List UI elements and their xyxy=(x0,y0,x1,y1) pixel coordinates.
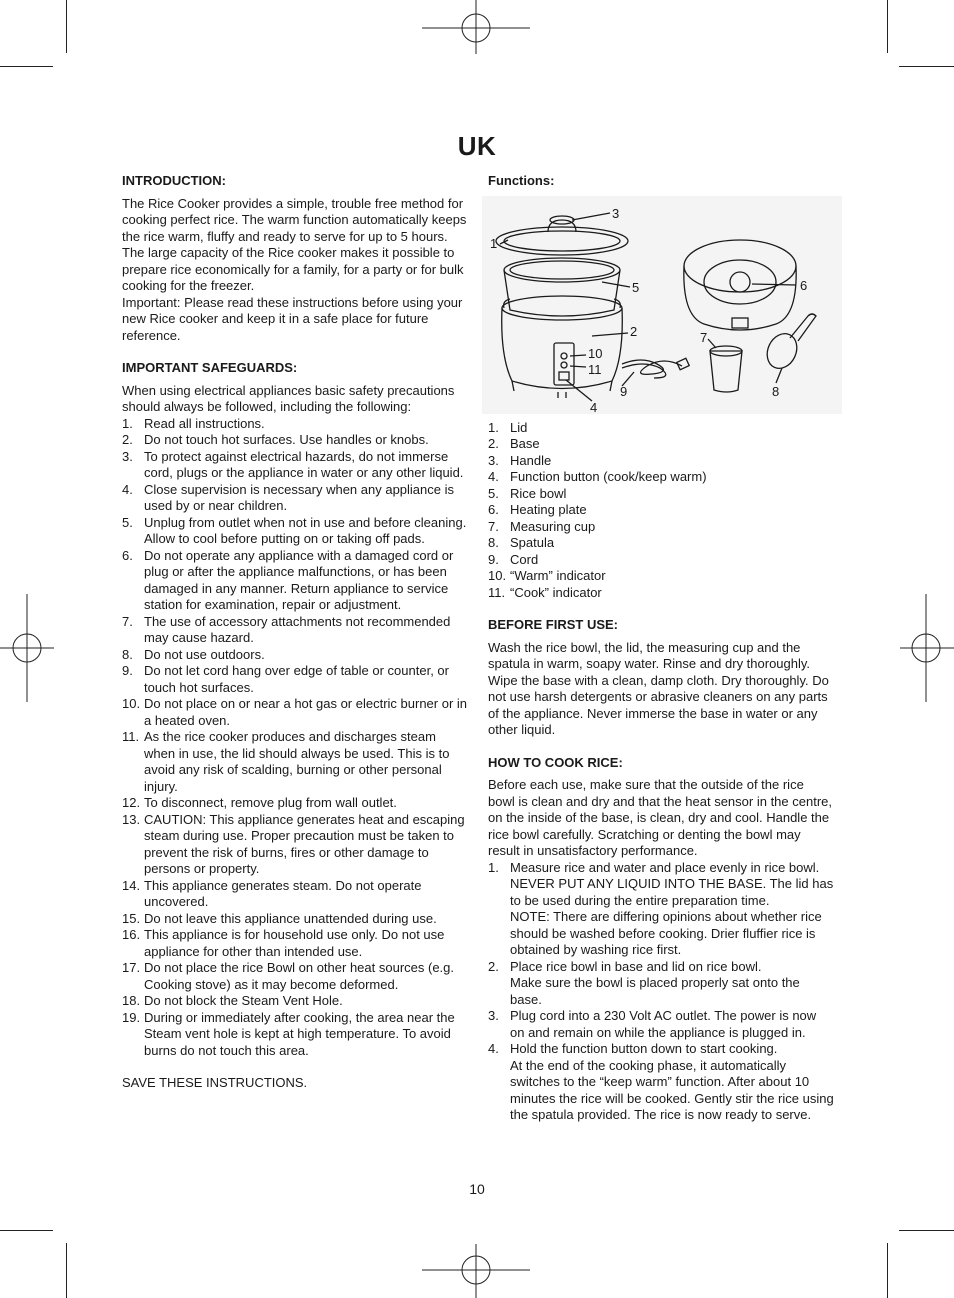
list-item: 11. “Cook” indicator xyxy=(488,584,602,600)
list-item: 2. Place rice bowl in base and lid on rice bowl. Make sure the bowl is placed properly sat onto the base. xyxy=(488,958,800,1007)
right-column xyxy=(488,173,834,1124)
list-item: 13. CAUTION: This appliance generates heat and escaping steam during use. Proper precaution must be taken to prevent the risk of burns, fires or other damage to persons or property. xyxy=(122,811,465,876)
introduction-paragraph-2: The large capacity of the Rice cooker makes it possible to prepare rice economically for a family, for a party or for bulk cooking for the freezer. xyxy=(122,245,464,293)
how-to-cook-steps xyxy=(488,860,834,1124)
list-item: 1. Lid xyxy=(488,419,528,435)
list-item: 7. Measuring cup xyxy=(488,518,596,534)
list-item: 4. Hold the function button down to start cooking. At the end of the cooking phase, it automatically switches to the “keep warm” function. After about 10 minutes the rice will be cooked. Gently stir the rice using the spatula provided. The rice is now ready to serve. xyxy=(488,1041,834,1122)
list-item: 3. To protect against electrical hazards, do not immerse cord, plugs or the appliance in water or any other liquid. xyxy=(122,448,464,480)
crop-mark-tl-v xyxy=(66,0,67,53)
left-column xyxy=(122,173,468,1092)
list-item: 1. Read all instructions. xyxy=(122,415,265,431)
list-item: 6. Do not operate any appliance with a damaged cord or plug or after the appliance malfunctions, or has been damaged in any manner. Return appliance to service station for examination, repair or adjustment. xyxy=(122,547,454,612)
list-item: 2. Base xyxy=(488,436,540,451)
page-heading: UK xyxy=(457,131,497,161)
crop-mark-bl-v xyxy=(66,1243,67,1298)
list-item: 15. Do not leave this appliance unattended during use. xyxy=(122,910,437,926)
diagram-illustration xyxy=(482,196,842,414)
crop-mark-tr-v xyxy=(887,0,888,53)
list-item: 10. “Warm” indicator xyxy=(488,568,606,583)
list-item: 9. Do not let cord hang over edge of table or counter, or touch hot surfaces. xyxy=(122,663,449,695)
functions-title: Functions: xyxy=(488,173,555,188)
introduction-paragraph-3: Important: Please read these instructions before using your new Rice cooker and keep it in a safe place for future reference. xyxy=(122,294,463,343)
callout-2: 2 xyxy=(630,323,638,339)
list-item: 11. As the rice cooker produces and discharges steam when in use, the lid should always be used. This is to avoid any risk of scalding, burning or other personal injury. xyxy=(122,729,450,794)
list-item: 3. Plug cord into a 230 Volt AC outlet. The power is now on and remain on while the appliance is plugged in. xyxy=(488,1008,817,1040)
list-item: 6. Heating plate xyxy=(488,502,587,517)
registration-mark-top xyxy=(420,0,532,56)
functions-list xyxy=(488,420,834,602)
safeguards-intro: When using electrical appliances basic safety precautions should always be followed, including the following: xyxy=(122,382,455,414)
callout-3: 3 xyxy=(612,205,620,221)
crop-mark-tl-h xyxy=(0,66,53,67)
callout-9: 9 xyxy=(620,383,628,399)
callout-5: 5 xyxy=(632,279,640,295)
list-item: 16. This appliance is for household use only. Do not use appliance for other than intended use. xyxy=(122,927,445,959)
before-first-use-text: Wash the rice bowl, the lid, the measuring cup and the spatula in warm, soapy water. Rinse and dry thoroughly. Wipe the base with a clean, damp cloth. Dry thoroughly. Do not use harsh detergents or abrasive cleaners on any parts of the appliance. Never immerse the base in water or any other liquid. xyxy=(488,639,829,737)
list-item: 3. Handle xyxy=(488,452,552,468)
safeguards-title: IMPORTANT SAFEGUARDS: xyxy=(122,360,298,375)
list-item: 2. Do not touch hot surfaces. Use handles or knobs. xyxy=(122,432,429,447)
list-item: 19. During or immediately after cooking, the area near the Steam vent hole is kept at high temperature. To avoid burns do not touch this area. xyxy=(122,1009,455,1058)
list-item: 1. Measure rice and water and place evenly in rice bowl. NEVER PUT ANY LIQUID INTO THE BASE. The lid has to be used during the entire preparation time. NOTE: There are differing opinions about whether rice should be washed before cooking. Drier fluffier rice is obtained by washing rice first. xyxy=(488,859,834,957)
safeguards-list xyxy=(122,416,468,1060)
crop-mark-br-v xyxy=(887,1243,888,1298)
callout-11: 11 xyxy=(588,361,602,377)
page-number: 10 xyxy=(469,1181,485,1197)
callout-6: 6 xyxy=(800,277,808,293)
how-to-cook-intro: Before each use, make sure that the outside of the rice bowl is clean and dry and that the heat sensor in the centre, on the inside of the base, is clean, dry and cool. Handle the rice bowl carefully. Scratching or denting the bowl may result in unsatisfactory performance. xyxy=(488,777,832,858)
registration-mark-bottom xyxy=(420,1242,532,1298)
list-item: 14. This appliance generates steam. Do not operate uncovered. xyxy=(122,877,422,909)
list-item: 4. Function button (cook/keep warm) xyxy=(488,469,707,484)
before-first-use-title: BEFORE FIRST USE: xyxy=(488,617,619,632)
list-item: 8. Do not use outdoors. xyxy=(122,646,265,662)
registration-mark-right xyxy=(898,592,954,704)
callout-1: 1 xyxy=(490,235,498,251)
registration-mark-left xyxy=(0,592,56,704)
introduction-paragraph-1: The Rice Cooker provides a simple, trouble free method for cooking perfect rice. The warm function automatically keeps the rice warm, fluffy and ready to serve for up to 5 hours. xyxy=(122,195,467,244)
callout-8: 8 xyxy=(772,383,780,399)
crop-mark-tr-h xyxy=(899,66,954,67)
list-item: 12. To disconnect, remove plug from wall outlet. xyxy=(122,795,397,810)
list-item: 5. Unplug from outlet when not in use and before cleaning. Allow to cool before putting on or taking off pads. xyxy=(122,514,467,546)
rice-cooker-diagram xyxy=(482,196,842,414)
list-item: 18. Do not block the Steam Vent Hole. xyxy=(122,993,343,1008)
callout-7: 7 xyxy=(700,329,708,345)
introduction-title: INTRODUCTION: xyxy=(122,173,226,188)
save-instructions: SAVE THESE INSTRUCTIONS. xyxy=(122,1075,308,1090)
crop-mark-bl-h xyxy=(0,1230,53,1231)
list-item: 4. Close supervision is necessary when any appliance is used by or near children. xyxy=(122,481,454,513)
crop-mark-br-h xyxy=(899,1230,954,1231)
callout-4: 4 xyxy=(590,399,598,414)
callout-10: 10 xyxy=(588,345,603,361)
how-to-cook-title: HOW TO COOK RICE: xyxy=(488,754,623,770)
list-item: 9. Cord xyxy=(488,551,539,567)
list-item: 7. The use of accessory attachments not recommended may cause hazard. xyxy=(122,613,451,645)
list-item: 8. Spatula xyxy=(488,535,555,550)
list-item: 17. Do not place the rice Bowl on other heat sources (e.g. Cooking stove) as it may become deformed. xyxy=(122,960,455,992)
list-item: 5. Rice bowl xyxy=(488,485,567,501)
list-item: 10. Do not place on or near a hot gas or electric burner or in a heated oven. xyxy=(122,696,468,728)
